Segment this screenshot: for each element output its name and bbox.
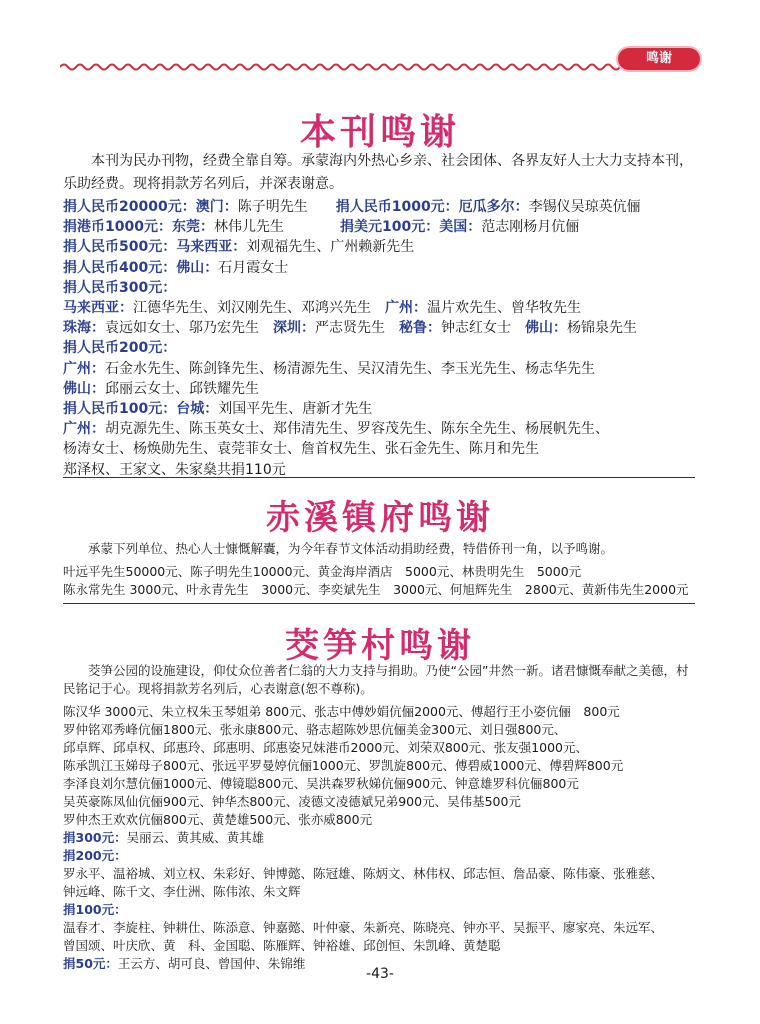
donor-names: 江德华先生、刘汉刚先生、邓鸿兴先生 [133,300,385,317]
donor-names: 杨锦泉先生 [567,320,637,337]
donor-names: 吴丽云、黄其威、黄其雄 [126,830,265,845]
donation-category-label: 捐人民币20000元： [63,199,196,215]
donor-line [63,563,703,581]
donation-category-label: 广州： [63,360,105,377]
donor-line [63,399,703,419]
donor-names: 陈永常先生 3000元、叶永青先生 3000元、李奕斌先生 3000元、何旭辉先生 2800元、黄新伟先生2000元 [63,582,689,597]
donor-line [63,865,703,883]
section-intro-journal: 本刊为民办刊物，经费全靠自筹。承蒙海内外热心乡亲、社会团体、各界友好人士大力支持本刊，乐助经费。现将捐款芳名列后，并深表谢意。 [63,153,693,192]
donor-names: 曾国颂、叶庆欣、黄 科、金国聪、陈雁辉、钟裕雄、邱创恒、朱凯峰、黄楚聪 [63,938,501,953]
donor-names: 罗仲铭邓秀峰伉俪1800元、张永康800元、骆志超陈妙思伉俪美金300元、刘日强800元、 [63,722,567,737]
donor-line [63,793,703,811]
donor-line [63,359,703,379]
donor-names: 邱丽云女士、邱铁耀先生 [105,380,259,397]
donor-names: 李泽良刘尔慧伉俪1000元、傅镜聪800元、吴洪森罗秋娣伉俪900元、钟意雄罗科伉俪800元 [63,776,579,791]
donation-category-label: 捐100元： [63,902,127,917]
donor-line [63,703,703,721]
donor-names: 陈子明先生 [237,199,336,215]
donation-category-label: 捐200元： [63,848,127,863]
donor-line [63,379,703,399]
section-intro-village: 茭笋公园的设施建设，仰仗众位善者仁翁的大力支持与捐助。乃使“公园”井然一新。诸君慷慨奉献之美德，村民铭记于心。现将捐款芳名列后，心表谢意(恕不尊称)。 [63,663,689,696]
donation-category-label: 马来西亚： [176,239,247,256]
donor-line [63,298,703,318]
donation-category-label: 捐人民币200元： [63,340,177,357]
donor-names: 罗仲杰王欢欢伉俪800元、黄楚雄500元、张亦威800元 [63,812,373,827]
donor-names: 李锡仪吴琼英伉俪 [528,199,641,215]
donation-category-label: 捐美元100元： [339,219,440,236]
donor-line [63,419,703,439]
donation-category-label: 捐人民币1000元： [335,199,459,215]
donor-line [63,811,703,829]
donor-line [63,237,703,257]
donor-line [63,739,703,757]
donation-category-label: 马来西亚： [63,300,133,317]
donation-category-label: 深圳： [273,320,315,337]
donation-category-label: 捐人民币400元： [63,259,177,276]
donation-category-label: 东莞： [171,219,214,236]
donor-line [63,581,703,599]
donation-category-label: 台城： [176,401,219,418]
donor-line [63,901,703,919]
donation-category-label: 佛山： [176,259,219,276]
donor-line [63,197,703,217]
section-divider [63,603,695,604]
donor-names: 石金水先生、陈剑锋先生、杨清源先生、吴汉清先生、李玉光先生、杨志华先生 [105,360,595,377]
donor-line [63,883,703,901]
donor-line [63,217,703,237]
donation-category-label: 捐人民币300元： [63,279,177,296]
donor-names: 叶远平先生50000元、陈子明先生10000元、黄金海岸酒店 5000元、林贵明先生 5000元 [63,564,582,579]
donor-names: 王云方、胡可良、曾国仲、朱锦维 [117,956,306,971]
donor-names: 范志刚杨月伉俪 [481,219,580,236]
donor-line [63,847,703,865]
donation-category-label: 捐人民币100元： [63,401,177,418]
section-divider [63,477,695,478]
donor-names: 温片欢先生、曾华牧先生 [427,300,581,317]
donor-names: 陈汉华 3000元、朱立权朱玉琴姐弟 800元、张志中傅妙娟伉俪2000元、傅超行王小姿伉俪 800元 [63,704,620,719]
section-title-village: 茭笋村鸣谢 [285,626,475,666]
donor-names: 温春才、李旋柱、钟耕仕、陈添意、钟嘉懿、叶仲豪、朱新亮、陈晓亮、钟亦平、吴振平、廖家亮、朱远军、 [63,920,664,935]
donor-line [63,318,703,338]
donation-category-label: 广州： [385,300,427,317]
donor-names: 刘观福先生、广州赖新先生 [246,239,415,256]
donor-line [63,919,703,937]
donation-category-label: 捐50元： [63,956,118,971]
donor-names: 钟志红女士 [441,320,525,337]
donor-list-journal [63,197,703,480]
section-title-journal: 本刊鸣谢 [299,111,460,153]
donor-names: 袁远如女士、邬乃宏先生 [105,320,273,337]
donor-line [63,258,703,278]
donation-category-label: 佛山： [525,320,567,337]
donor-names: 罗永平、温裕城、刘立权、朱彩好、钟博懿、陈冠雄、陈炳文、林伟权、邱志恒、詹品豪、陈伟豪、张雅慈、 [63,866,664,881]
page-number: -43- [366,966,394,982]
donor-line [63,757,703,775]
section-intro-town: 承蒙下列单位、热心人士慷慨解囊，为今年春节文体活动捐助经费，特借侨刊一角，以予鸣谢。 [88,541,614,556]
donor-line [63,721,703,739]
donation-category-label: 美国： [439,219,482,236]
donor-names: 钟远峰、陈千文、李仕洲、陈伟浓、朱文辉 [63,884,301,899]
donation-category-label: 广州： [63,421,105,438]
donor-names: 郑泽权、王家文、朱家燊共捐110元 [63,461,286,478]
donation-category-label: 佛山： [63,380,105,397]
donor-names: 严志贤先生 [315,320,399,337]
donation-category-label: 澳门： [195,199,238,215]
donation-category-label: 秘鲁： [399,320,441,337]
donor-names: 胡克源先生、陈玉英女士、郑伟清先生、罗容茂先生、陈东全先生、杨展帆先生、 [105,421,609,438]
donor-line [63,829,703,847]
donor-names: 刘国平先生、唐新才先生 [218,401,373,418]
section-title-town: 赤溪镇府鸣谢 [266,498,494,538]
decorative-wave-divider [60,60,620,74]
donor-names: 陈承凯江玉娣母子800元、张远平罗曼婷伉俪1000元、罗凯旋800元、傅碧威1000元、傅碧辉800元 [63,758,624,773]
donor-list-village [63,703,703,973]
donor-names: 林伟儿先生 [213,219,340,236]
donation-category-label: 捐300元： [63,830,127,845]
donor-names: 吴英豪陈凤仙伉俪900元、钟华杰800元、凌德文凌德斌兄弟900元、吴伟基500元 [63,794,521,809]
donor-list-town [63,563,703,599]
donor-line [63,278,703,298]
donor-line [63,775,703,793]
section-tag: 鸣谢 [618,48,700,70]
donor-names: 石月霞女士 [218,259,289,276]
donation-category-label: 捐人民币500元： [63,239,177,256]
donor-names: 杨涛女士、杨焕勋先生、袁莞菲女士、詹首权先生、张石金先生、陈月和先生 [63,441,539,458]
donor-line [63,439,703,459]
donation-category-label: 厄瓜多尔： [458,199,529,215]
donation-category-label: 捐港币1000元： [63,219,172,236]
donor-line [63,338,703,358]
donation-category-label: 珠海： [63,320,105,337]
donor-names: 邱卓辉、邱卓权、邱惠玲、邱惠明、邱惠姿兄妹港币2000元、刘荣双800元、张友强1000元、 [63,740,588,755]
donor-line [63,937,703,955]
